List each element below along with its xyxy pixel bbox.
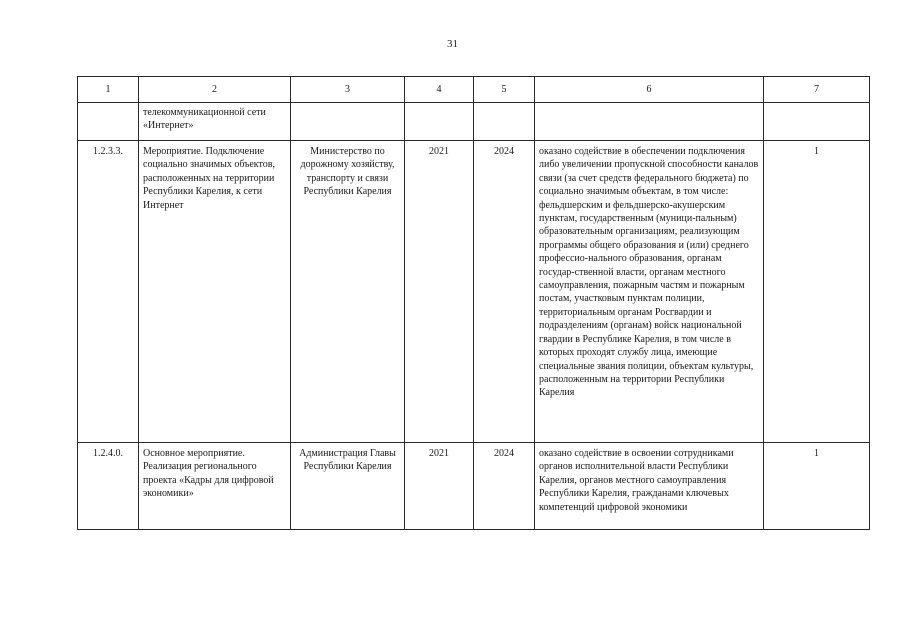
page-number: 31 (447, 38, 458, 50)
result-cell (535, 103, 764, 141)
header-cell: 4 (405, 77, 474, 103)
end-year-cell: 2024 (474, 443, 535, 530)
code-cell: 1.2.3.3. (78, 141, 139, 443)
name-cell: Основное мероприятие. Реализация регионального проекта «Кадры для цифровой экономики» (139, 443, 291, 530)
result-cell: оказано содействие в обеспечении подключения либо увеличении пропускной способности каналов связи (за счет средств федерального бюджета) по социально значимым объектам, в том числе: фельдшерским и фельдшерско-акушерским пунктам, государственным (муници-пальным) образовательным организациям, реализующим программы общего образования и (или) среднего профессио-нального образования, органам государ-ственной власти, органам местного самоуправления, пожарным частям и пожарным постам, участковым пунктам полиции, территориальным органам Росгвардии и подразделениям (органам) войск национальной гвардии в Республике Карелия, в том числе в которых проходят службу лица, имеющие специальные звания полиции, объектам культуры, расположенным на территории Республики Карелия (535, 141, 764, 443)
header-cell: 3 (291, 77, 405, 103)
table-row (78, 103, 870, 141)
code-cell (78, 103, 139, 141)
table-row (78, 141, 870, 443)
header-cell: 1 (78, 77, 139, 103)
result-cell: оказано содействие в освоении сотрудниками органов исполнительной власти Республики Карелия, органов местного самоуправления Республики Карелия, гражданами ключевых компетенций цифровой экономики (535, 443, 764, 530)
executor-cell: Администрация Главы Республики Карелия (291, 443, 405, 530)
link-cell (764, 103, 870, 141)
link-cell: 1 (764, 443, 870, 530)
table-row (78, 443, 870, 530)
code-cell: 1.2.4.0. (78, 443, 139, 530)
document-table (77, 76, 870, 530)
header-cell: 2 (139, 77, 291, 103)
start-year-cell: 2021 (405, 141, 474, 443)
name-cell: Мероприятие. Подключение социально значимых объектов, расположенных на территории Республики Карелия, к сети Интернет (139, 141, 291, 443)
end-year-cell (474, 103, 535, 141)
start-year-cell: 2021 (405, 443, 474, 530)
link-cell: 1 (764, 141, 870, 443)
name-cell: телекоммуникационной сети «Интернет» (139, 103, 291, 141)
executor-cell (291, 103, 405, 141)
header-cell: 5 (474, 77, 535, 103)
executor-cell: Министерство по дорожному хозяйству, транспорту и связи Республики Карелия (291, 141, 405, 443)
end-year-cell: 2024 (474, 141, 535, 443)
header-cell: 7 (764, 77, 870, 103)
header-cell: 6 (535, 77, 764, 103)
table-header-row (78, 77, 870, 103)
start-year-cell (405, 103, 474, 141)
